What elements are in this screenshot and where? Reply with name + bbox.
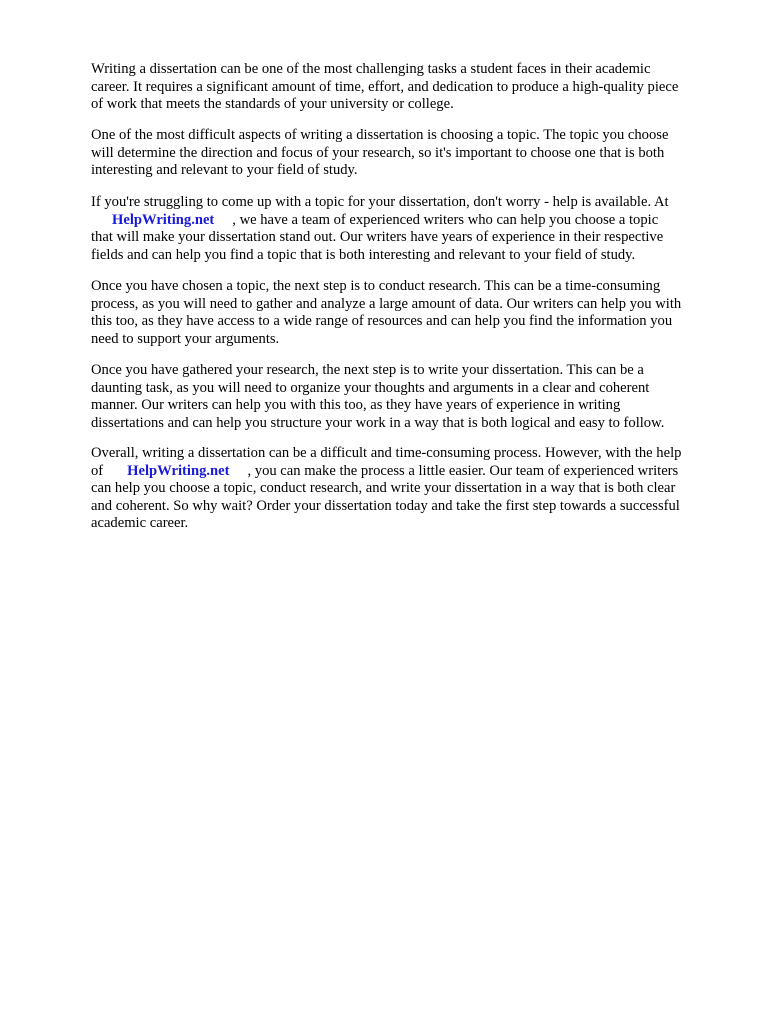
text-line: Once you have chosen a topic, the next step is to conduct research. This can be a time-consuming bbox=[91, 278, 661, 294]
paragraph-research bbox=[91, 278, 731, 348]
paragraph-help-available bbox=[91, 194, 731, 264]
helpwriting-link[interactable]: HelpWriting.net bbox=[127, 462, 230, 479]
text-fragment: , we have a team of experienced writers who can help you choose a topic bbox=[232, 211, 659, 228]
text-line: dissertations and can help you structure your work in a way that is both logical and easy to follow. bbox=[91, 414, 665, 431]
text-line: this too, as they have access to a wide range of resources and can help you find the information you bbox=[91, 313, 673, 329]
text-line: and coherent. So why wait? Order your dissertation today and take the first step towards a successful bbox=[91, 497, 680, 514]
paragraph-intro bbox=[91, 61, 731, 114]
paragraph-conclusion bbox=[91, 445, 731, 533]
text-line: academic career. bbox=[91, 515, 189, 531]
text-line: Once you have gathered your research, the next step is to write your dissertation. This can be a bbox=[91, 362, 644, 378]
text-fragment: of bbox=[91, 462, 104, 479]
text-line: need to support your arguments. bbox=[91, 330, 280, 347]
text-line: of work that meets the standards of your university or college. bbox=[91, 96, 454, 112]
text-line: can help you choose a topic, conduct research, and write your dissertation in a way that is both clear bbox=[91, 480, 676, 496]
text-line: will determine the direction and focus of your research, so it's important to choose one that is both bbox=[91, 144, 665, 161]
text-line: Writing a dissertation can be one of the most challenging tasks a student faces in their academic bbox=[91, 61, 651, 77]
text-line: If you're struggling to come up with a topic for your dissertation, don't worry - help is available. At bbox=[91, 194, 669, 210]
helpwriting-link[interactable]: HelpWriting.net bbox=[112, 211, 215, 228]
text-line: manner. Our writers can help you with this too, as they have years of experience in writing bbox=[91, 397, 621, 413]
text-line: career. It requires a significant amount of time, effort, and dedication to produce a high-quality piece bbox=[91, 78, 679, 95]
text-line: that will make your dissertation stand out. Our writers have years of experience in their respective bbox=[91, 229, 664, 245]
text-line: interesting and relevant to your field of study. bbox=[91, 162, 358, 178]
paragraph-choosing-topic bbox=[91, 127, 731, 180]
text-line bbox=[91, 463, 731, 481]
text-line: One of the most difficult aspects of writing a dissertation is choosing a topic. The topic you choose bbox=[91, 127, 669, 143]
text-line: Overall, writing a dissertation can be a difficult and time-consuming process. However, with the help bbox=[91, 445, 682, 461]
text-fragment: , you can make the process a little easier. Our team of experienced writers bbox=[247, 462, 679, 479]
text-line: daunting task, as you will need to organize your thoughts and arguments in a clear and coherent bbox=[91, 379, 650, 396]
paragraph-writing bbox=[91, 362, 731, 432]
text-line bbox=[91, 212, 731, 230]
text-line: fields and can help you find a topic that is both interesting and relevant to your field of study. bbox=[91, 246, 636, 263]
text-line: process, as you will need to gather and analyze a large amount of data. Our writers can help you with bbox=[91, 295, 682, 312]
